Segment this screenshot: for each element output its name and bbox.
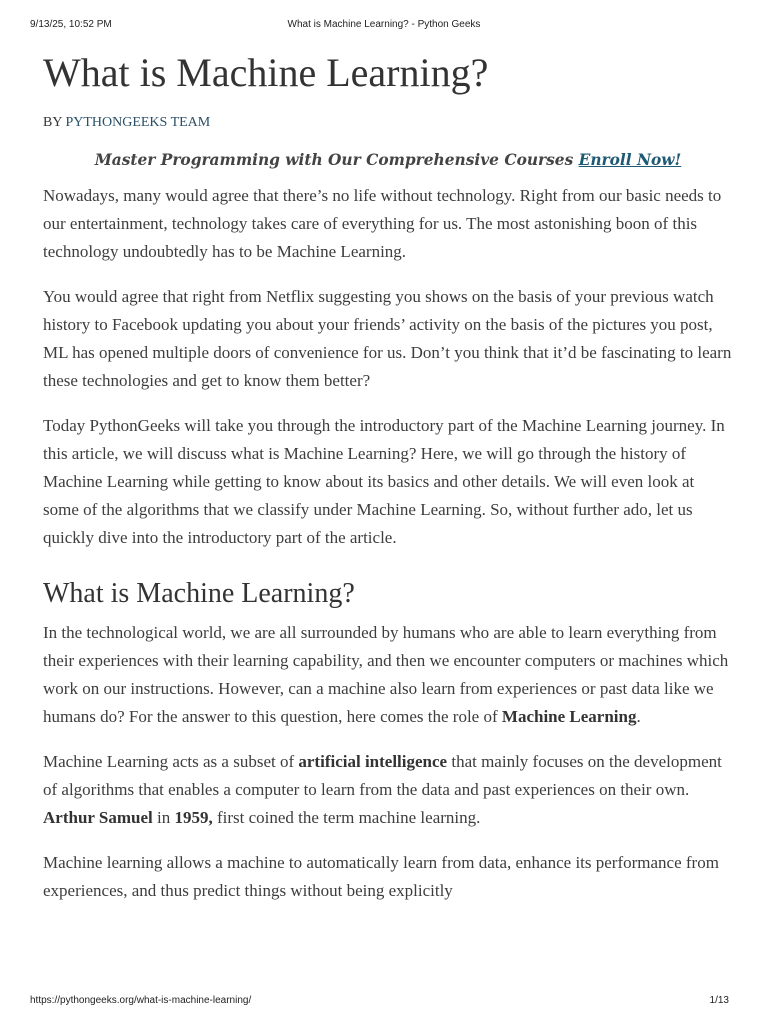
intro-paragraph-1: Nowadays, many would agree that there’s no life without technology. Right from our basic needs to our entertainment, technology takes care of everything for us. The most astonishing boon of this technology undoubtedly has to be Machine Learning. (43, 186, 722, 261)
byline (43, 114, 733, 132)
s2-text-2: that mainly focuses on the development of algorithms that enables a computer to learn from the data and past experiences on their own. (43, 752, 722, 799)
section-paragraph-1 (43, 619, 733, 731)
section-paragraph-2 (43, 748, 733, 832)
s2-text-1: Machine Learning acts as a subset of (43, 752, 299, 771)
print-datetime: 9/13/25, 10:52 PM (30, 19, 112, 30)
enroll-now-link[interactable]: Enroll Now! (578, 151, 682, 169)
print-url: https://pythongeeks.org/what-is-machine-learning/ (30, 995, 252, 1006)
s1-bold-machine-learning: Machine Learning (501, 707, 637, 726)
intro-paragraph-3: Today PythonGeeks will take you through the introductory part of the Machine Learning journey. In this article, we will discuss what is Machine Learning? Here, we will go through the history of Machine Learning while getting to know about its basics and other details. We will even look at some of the algorithms that we classify under Machine Learning. So, without further ado, let us quickly dive into the introductory part of the article. (43, 416, 725, 547)
s2-bold-artificial-intelligence: artificial intelligence (298, 752, 448, 771)
section-paragraph-3: Machine learning allows a machine to automatically learn from data, enhance its performance from experiences, and thus predict things without being explicitly (43, 853, 719, 900)
s1-text: In the technological world, we are all surrounded by humans who are able to learn everything from their experiences with their learning capability, and then we encounter computers or machines which work on our instructions. However, can a machine also learn from experiences or past data like we humans do? For the answer to this question, here comes the role of (43, 623, 729, 726)
promo-text: Master Programming with Our Comprehensive Courses (94, 151, 579, 169)
s2-bold-arthur-samuel: Arthur Samuel (43, 808, 153, 827)
s2-bold-1959: 1959, (174, 808, 213, 827)
author-link[interactable]: PYTHONGEEKS TEAM (65, 115, 211, 130)
course-promo (43, 150, 733, 170)
article (43, 46, 733, 905)
intro-paragraph-2: You would agree that right from Netflix suggesting you shows on the basis of your previous watch history to Facebook updating you about your friends’ activity on the basis of the pictures you post, ML has opened multiple doors of convenience for us. Don’t you think that it’d be fascinating to learn these technologies and get to know them better? (43, 287, 732, 390)
article-title: What is Machine Learning? (43, 50, 489, 95)
s2-text-4: first coined the term machine learning. (212, 808, 481, 827)
print-page-number: 1/13 (709, 995, 729, 1006)
s1-end: . (636, 707, 641, 726)
s2-text-3: in (152, 808, 175, 827)
print-page-title: What is Machine Learning? - Python Geeks (287, 19, 481, 30)
byline-prefix: BY (43, 115, 66, 130)
section-heading: What is Machine Learning? (43, 578, 355, 609)
